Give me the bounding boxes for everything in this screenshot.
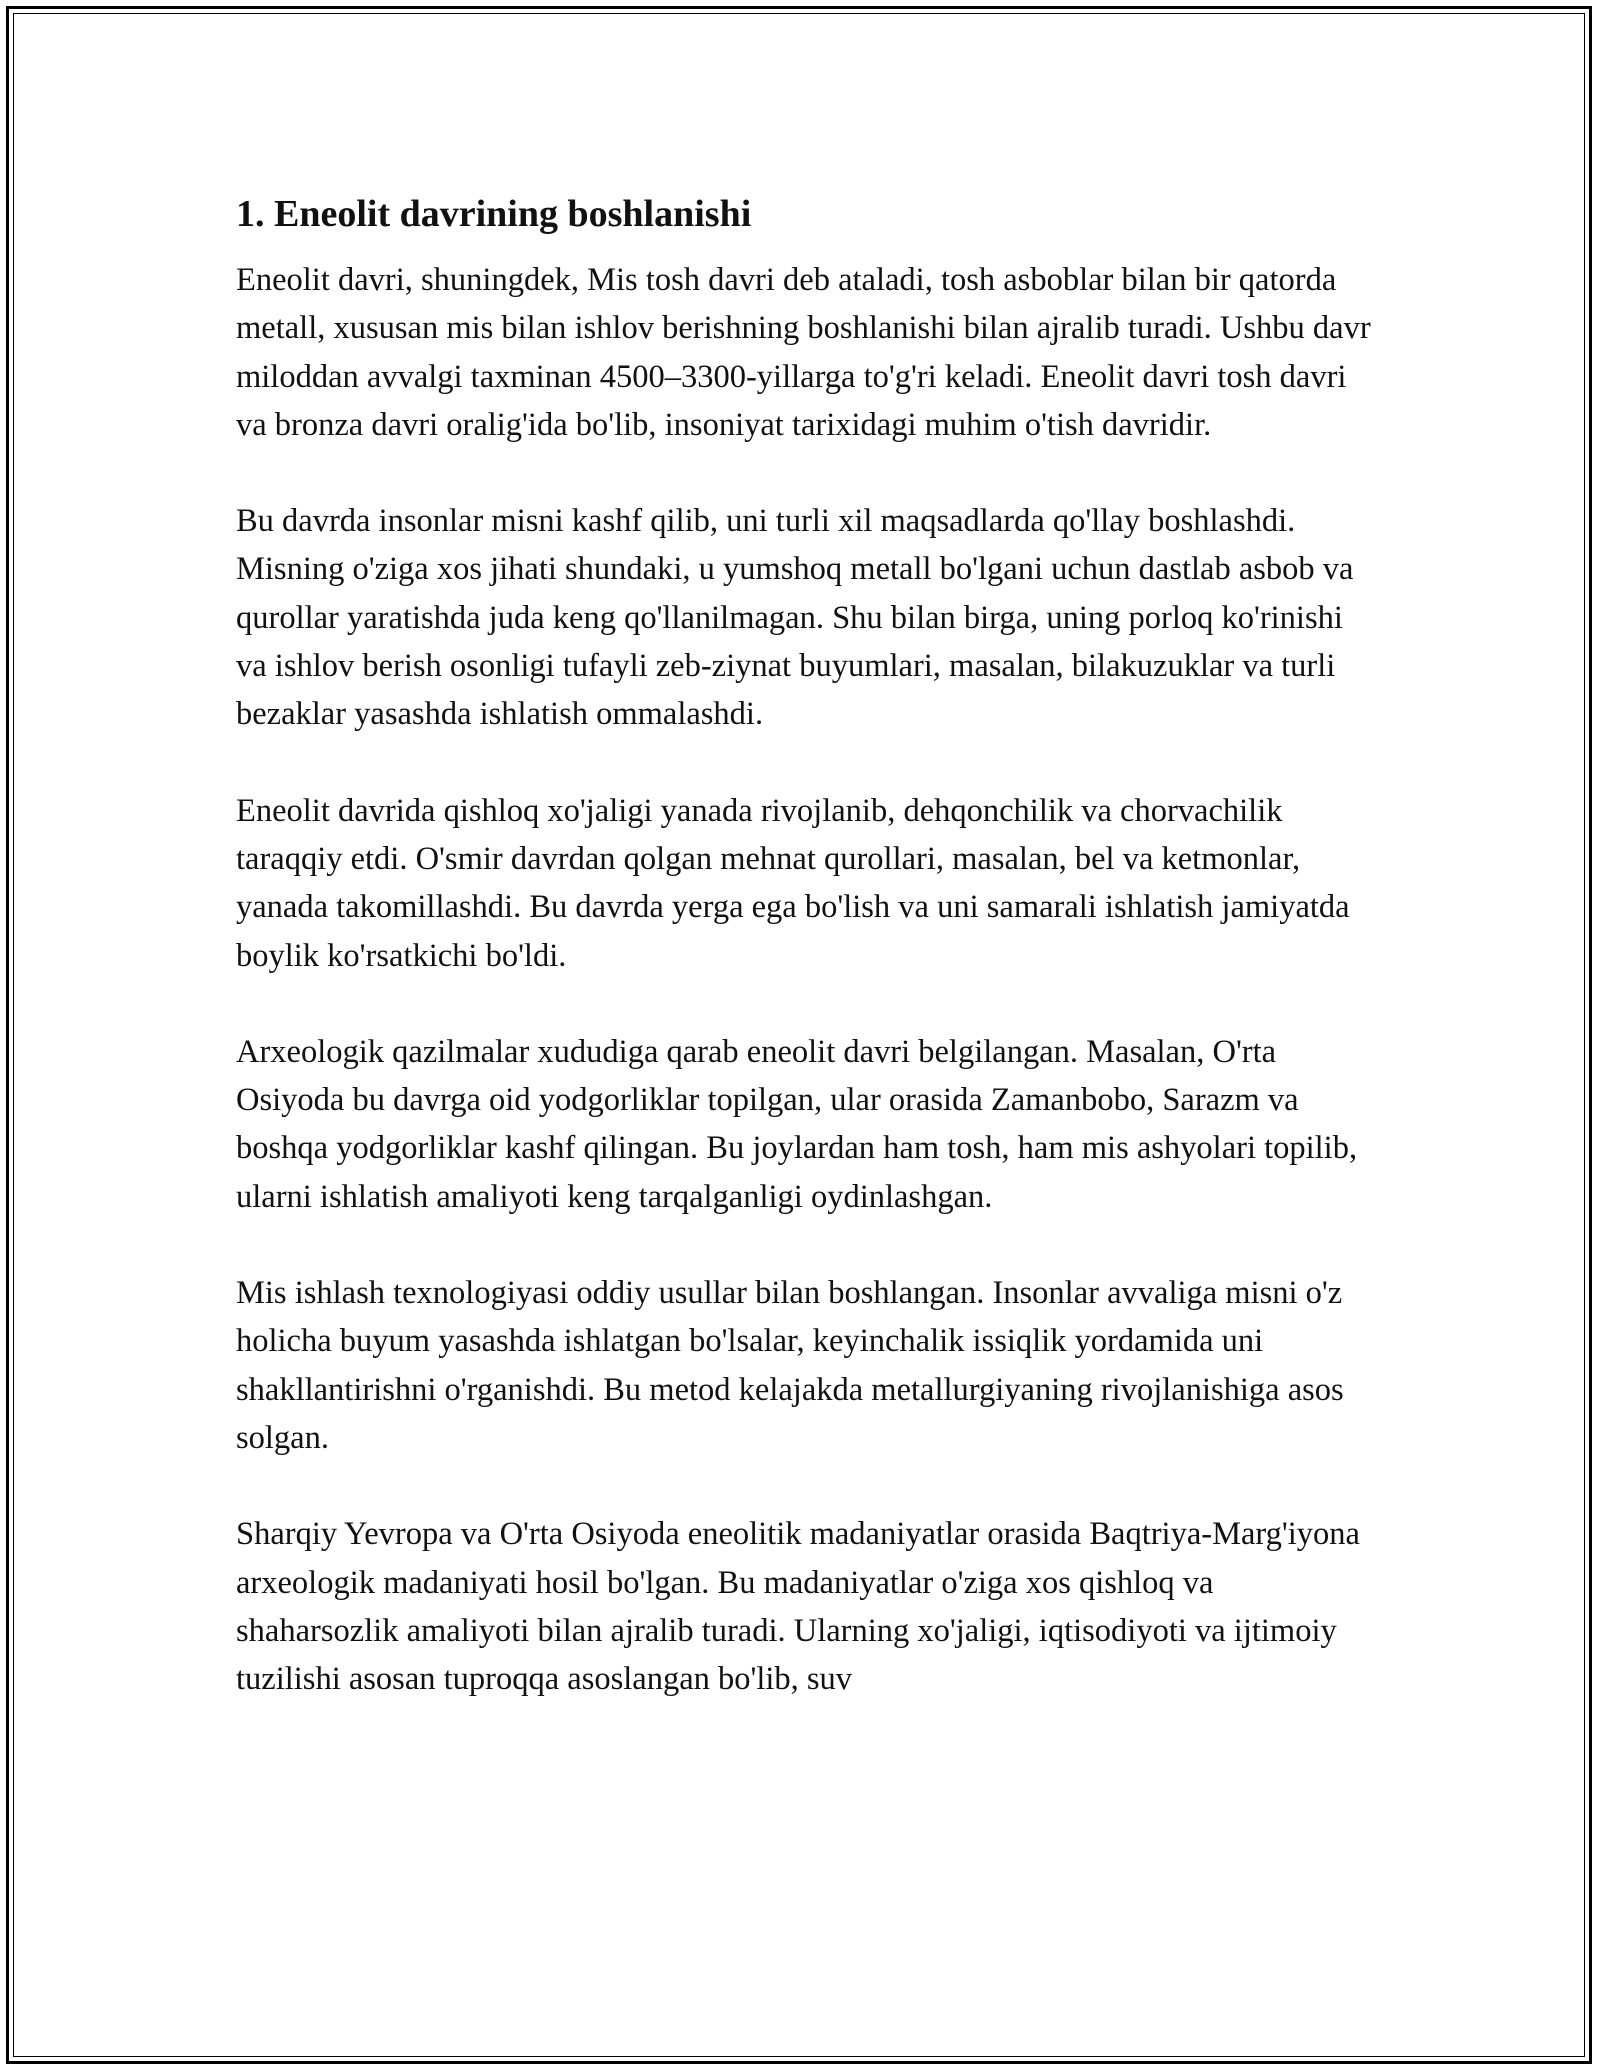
section-title: 1. Eneolit davrining boshlanishi — [236, 193, 752, 235]
paragraph-4: Arxeologik qazilmalar xududiga qarab eneolit davri belgilangan. Masalan, O'rta Osiyoda bu davrga oid yodgorliklar topilgan, ular orasida Zamanbobo, Sarazm va boshqa yodgorliklar kashf qilingan. Bu joylardan ham tosh, ham mis ashyolari topilib, ularni ishlatish amaliyoti keng tarqalganligi oydinlashgan. — [236, 1033, 1358, 1215]
paragraph-3: Eneolit davrida qishloq xo'jaligi yanada rivojlanib, dehqonchilik va chorvachilik taraqqiy etdi. O'smir davrdan qolgan mehnat qurollari, masalan, bel va ketmonlar, yanada takomillashdi. Bu davrda yerga ega bo'lish va uni samarali ishlatish jamiyatda boylik ko'rsatkichi bo'ldi. — [236, 792, 1350, 974]
paragraph-6: Sharqiy Yevropa va O'rta Osiyoda eneolitik madaniyatlar orasida Baqtriya-Marg'iyona arxeologik madaniyati hosil bo'lgan. Bu madaniyatlar o'ziga xos qishloq va shaharsozlik amaliyoti bilan ajralib turadi. Ularning xo'jaligi, iqtisodiyoti va ijtimoiy tuzilishi asosan tuproqqa asoslangan bo'lib, suv — [236, 1516, 1360, 1698]
paragraph-5: Mis ishlash texnologiyasi oddiy usullar bilan boshlangan. Insonlar avvaliga misni o'z holicha buyum yasashda ishlatgan bo'lsalar, keyinchalik issiqlik yordamida uni shakllantirishni o'rganishdi. Bu metod kelajakda metallurgiyaning rivojlanishiga asos solgan. — [236, 1275, 1344, 1456]
paragraph-2: Bu davrda insonlar misni kashf qilib, uni turli xil maqsadlarda qo'llay boshlashdi. Misning o'ziga xos jihati shundaki, u yumshoq metall bo'lgani uchun dastlab asbob va qurollar yaratishda juda keng qo'llanilmagan. Shu bilan birga, uning porloq ko'rinishi va ishlov berish osonligi tufayli zeb-ziynat buyumlari, masalan, bilakuzuklar va turli bezaklar yasashda ishlatish ommalashdi. — [236, 503, 1354, 733]
paragraph-1: Eneolit davri, shuningdek, Mis tosh davri deb ataladi, tosh asboblar bilan bir qatorda metall, xususan mis bilan ishlov berishning boshlanishi bilan ajralib turadi. Ushbu davr miloddan avvalgi taxminan 4500–3300-yillarga to'g'ri keladi. Eneolit davri tosh davri va bronza davri oralig'ida bo'lib, insoniyat tarixidagi muhim o'tish davridir. — [236, 262, 1371, 443]
document-body — [236, 186, 1376, 1703]
